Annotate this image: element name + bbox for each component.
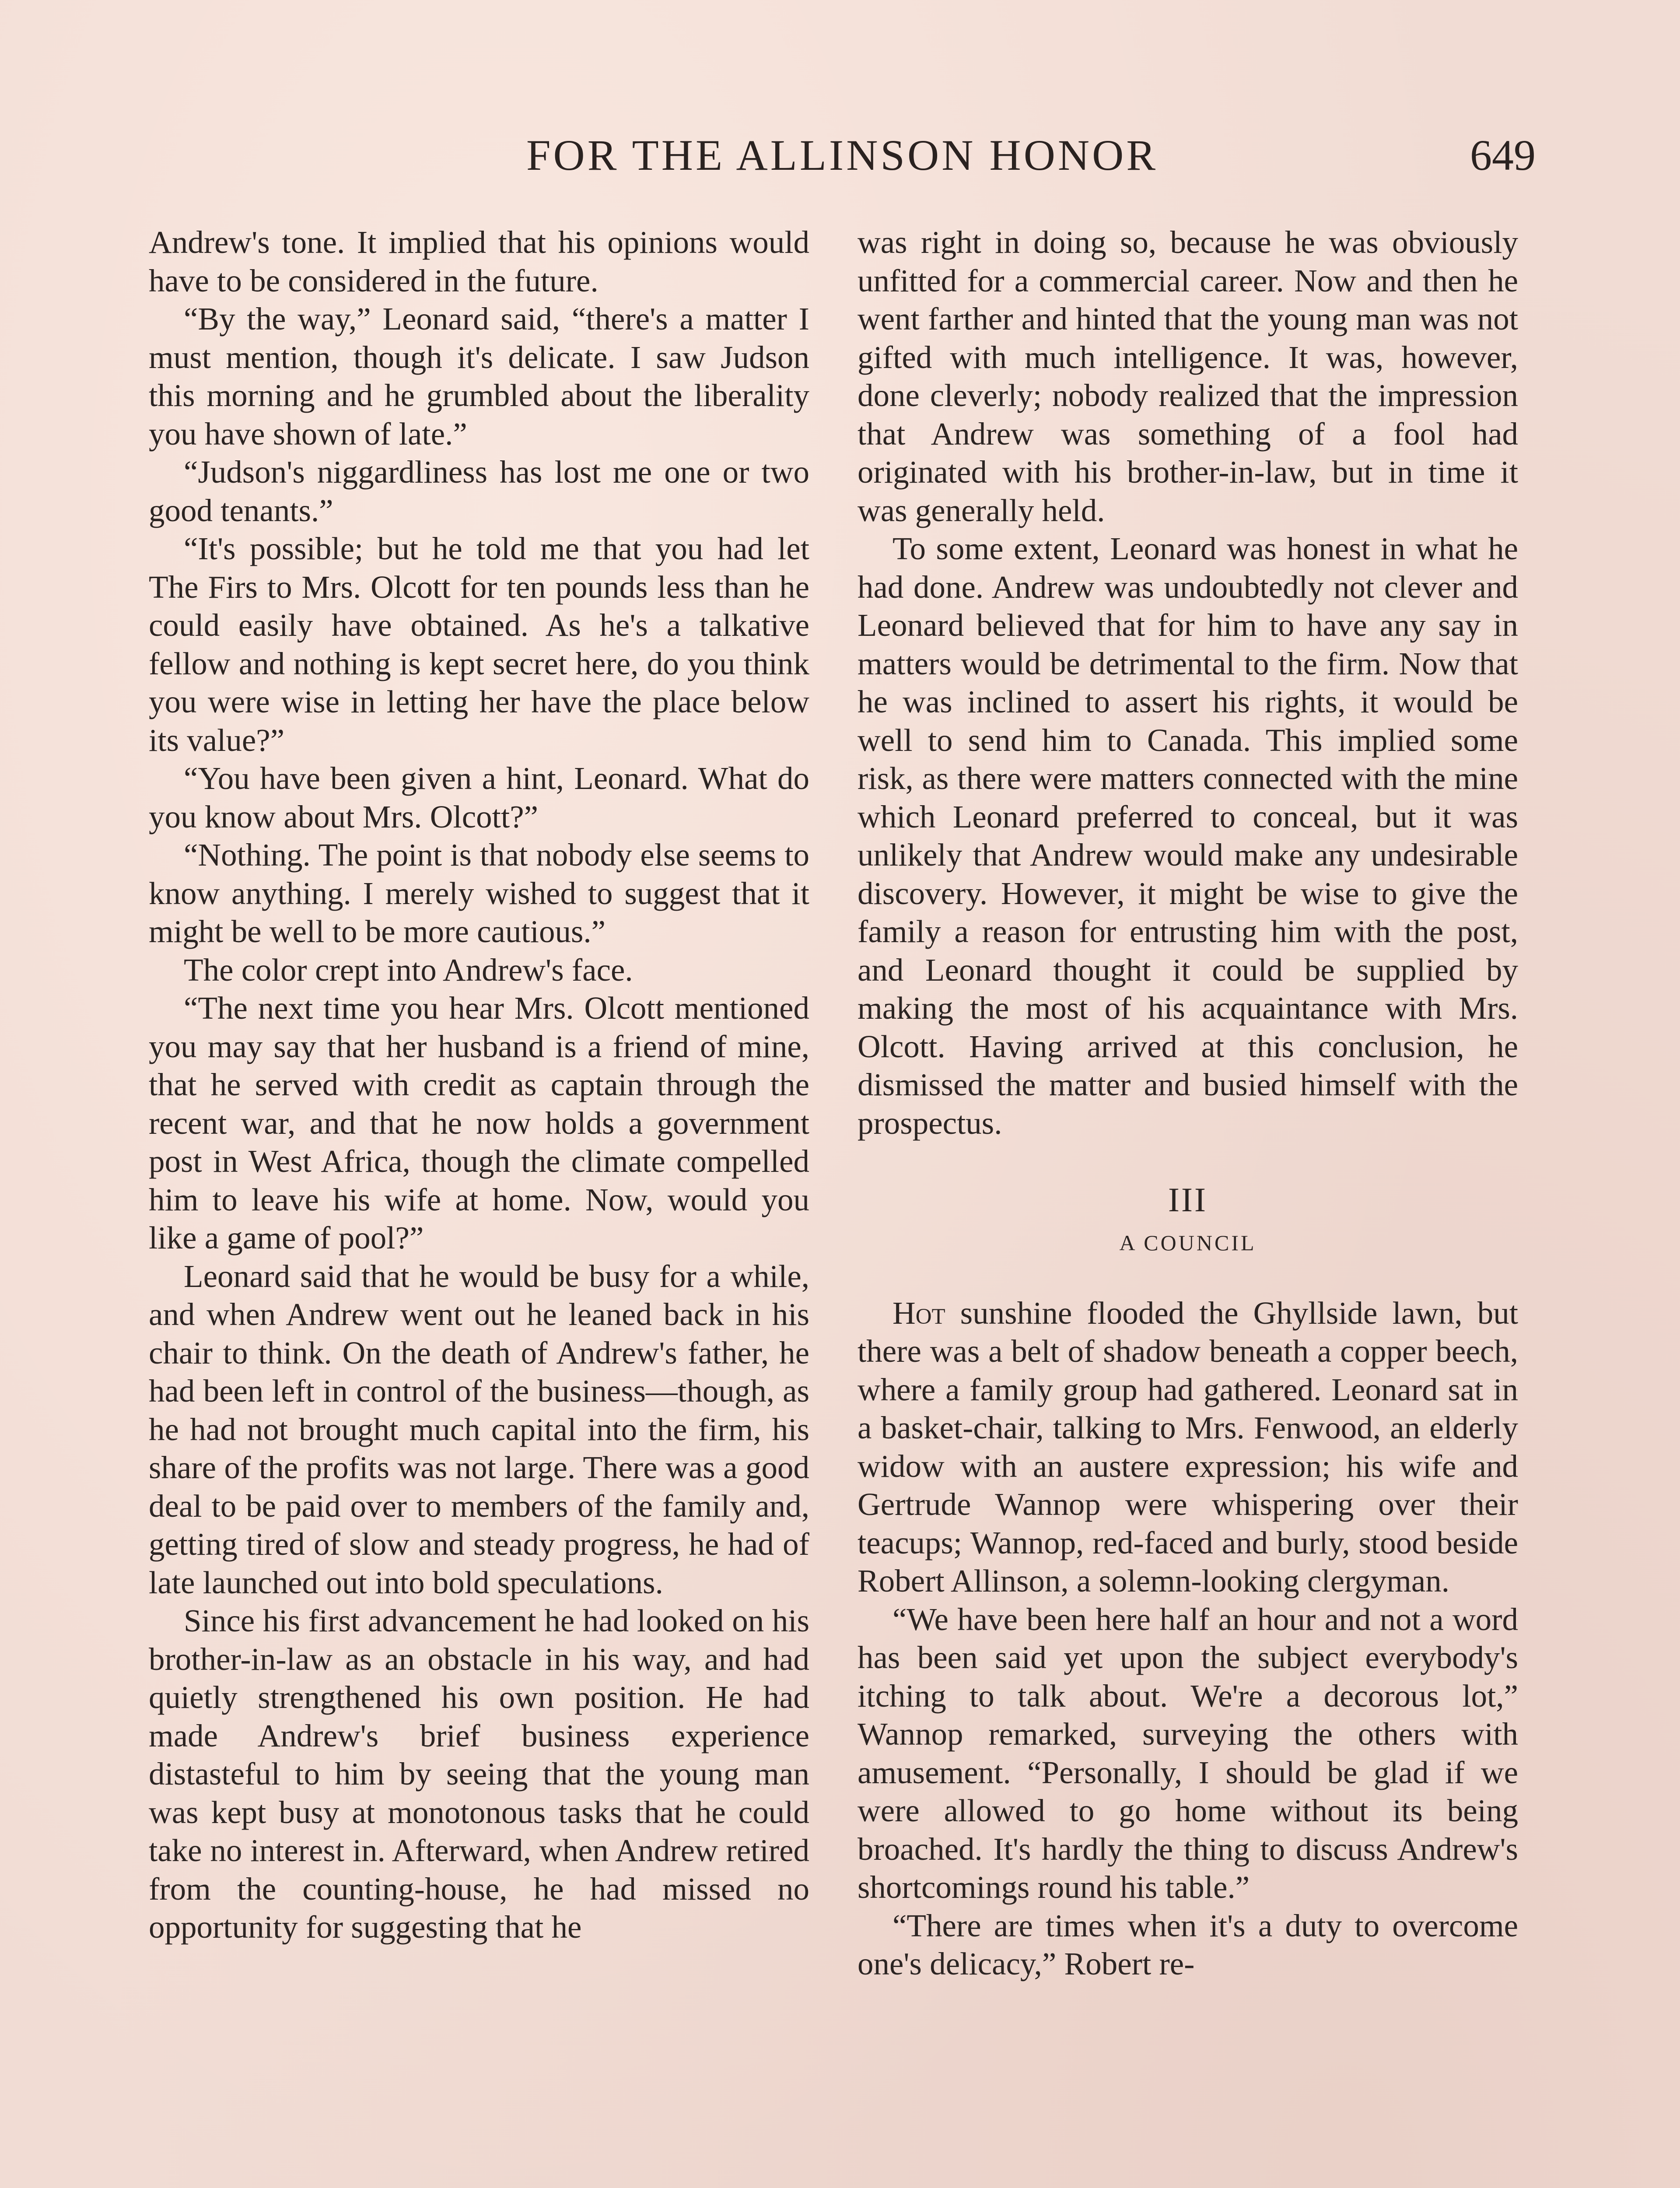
paragraph: “We have been here half an hour and not a word has been said yet upon the subject everybody's itching to talk about. We're a decorous lot,” Wannop remarked, surveying the others with amusement. “Personally, I should be glad if we were allowed to go home without its being broached. It's hardly the thing to discuss Andrew's shortcomings round his table.”	[858, 1601, 1518, 1905]
paragraph: Andrew's tone. It implied that his opinions would have to be considered in the future.	[149, 224, 809, 298]
chapter-number: III	[1168, 1180, 1208, 1219]
paragraph: To some extent, Leonard was honest in what he had done. Andrew was undoubtedly not clever and Leonard believed that for him to have any say in matters would be detrimental to the firm. Now that he was inclined to assert his rights, it would be well to send him to Canada. This implied some risk, as there were matters connected with the mine which Leonard preferred to conceal, but it was unlikely that Andrew would make any undesirable discovery. However, it might be wise to give the family a reason for entrusting him with the post, and Leonard thought it could be supplied by making the most of his acquaintance with Mrs. Olcott. Having arrived at this conclusion, he dismissed the matter and busied himself with the prospectus.	[858, 531, 1518, 1141]
paragraph: “There are times when it's a duty to overcome one's delicacy,” Robert re-	[858, 1907, 1518, 1981]
paragraph: “Nothing. The point is that nobody else seems to know anything. I merely wished to suggest that it might be well to be more cautious.”	[149, 837, 809, 949]
paragraph-text: sunshine flooded the Ghyllside lawn, but there was a belt of shadow beneath a copper beech, where a family group had gathered. Leonard sat in a basket-chair, talking to Mrs. Fenwood, an elderly widow with an austere expression; his wife and Gertrude Wannop were whispering over their teacups; Wannop, red-faced and burly, stood beside Robert Allinson, a solemn-looking clergyman.	[858, 1295, 1518, 1599]
running-head	[149, 127, 1536, 184]
paragraph: “Judson's niggardliness has lost me one or two good tenants.”	[149, 454, 809, 528]
paragraph: “It's possible; but he told me that you had let The Firs to Mrs. Olcott for ten pounds less than he could easily have obtained. As he's a talkative fellow and nothing is kept secret here, do you think you were wise in letting her have the place below its value?”	[149, 531, 809, 758]
chapter-title: A COUNCIL	[1119, 1231, 1256, 1255]
paragraph	[858, 1294, 1518, 1600]
paragraph: The color crept into Andrew's face.	[184, 952, 633, 988]
chapter-lead-word: Hot	[892, 1295, 945, 1331]
paragraph: Since his first advancement he had looked on his brother-in-law as an obstacle in his way, and had quietly strengthened his own position. He had made Andrew's brief business experience distasteful to him by seeing that the young man was kept busy at monotonous tasks that he could take no interest in. Afterward, when Andrew retired from the counting-house, he had missed no opportunity for suggesting that he	[149, 1603, 809, 1945]
left-column	[149, 223, 809, 1946]
paragraph: “The next time you hear Mrs. Olcott mentioned you may say that her husband is a friend of mine, that he served with credit as captain through the recent war, and that he now holds a government post in West Africa, though the climate compelled him to leave his wife at home. Now, would you like a game of pool?”	[149, 990, 809, 1255]
paragraph: Leonard said that he would be busy for a while, and when Andrew went out he leaned back in his chair to think. On the death of Andrew's father, he had been left in control of the business—though, as he had not brought much capital into the firm, his share of the profits was not large. There was a good deal to be paid over to members of the family and, getting tired of slow and steady progress, he had of late launched out into bold speculations.	[149, 1258, 809, 1600]
running-head-title: FOR THE ALLINSON HONOR	[526, 131, 1158, 179]
right-column	[858, 223, 1518, 1983]
paragraph: “By the way,” Leonard said, “there's a matter I must mention, though it's delicate. I saw Judson this morning and he grumbled about the liberality you have shown of late.”	[149, 301, 809, 452]
paragraph: was right in doing so, because he was obviously unfitted for a commercial career. Now and then he went farther and hinted that the young man was not gifted with much intelligence. It was, however, done cleverly; nobody realized that the impression that Andrew was something of a fool had originated with his brother-in-law, but in time it was generally held.	[858, 224, 1518, 528]
paragraph: “You have been given a hint, Leonard. What do you know about Mrs. Olcott?”	[149, 761, 809, 835]
page-number: 649	[1470, 131, 1536, 179]
